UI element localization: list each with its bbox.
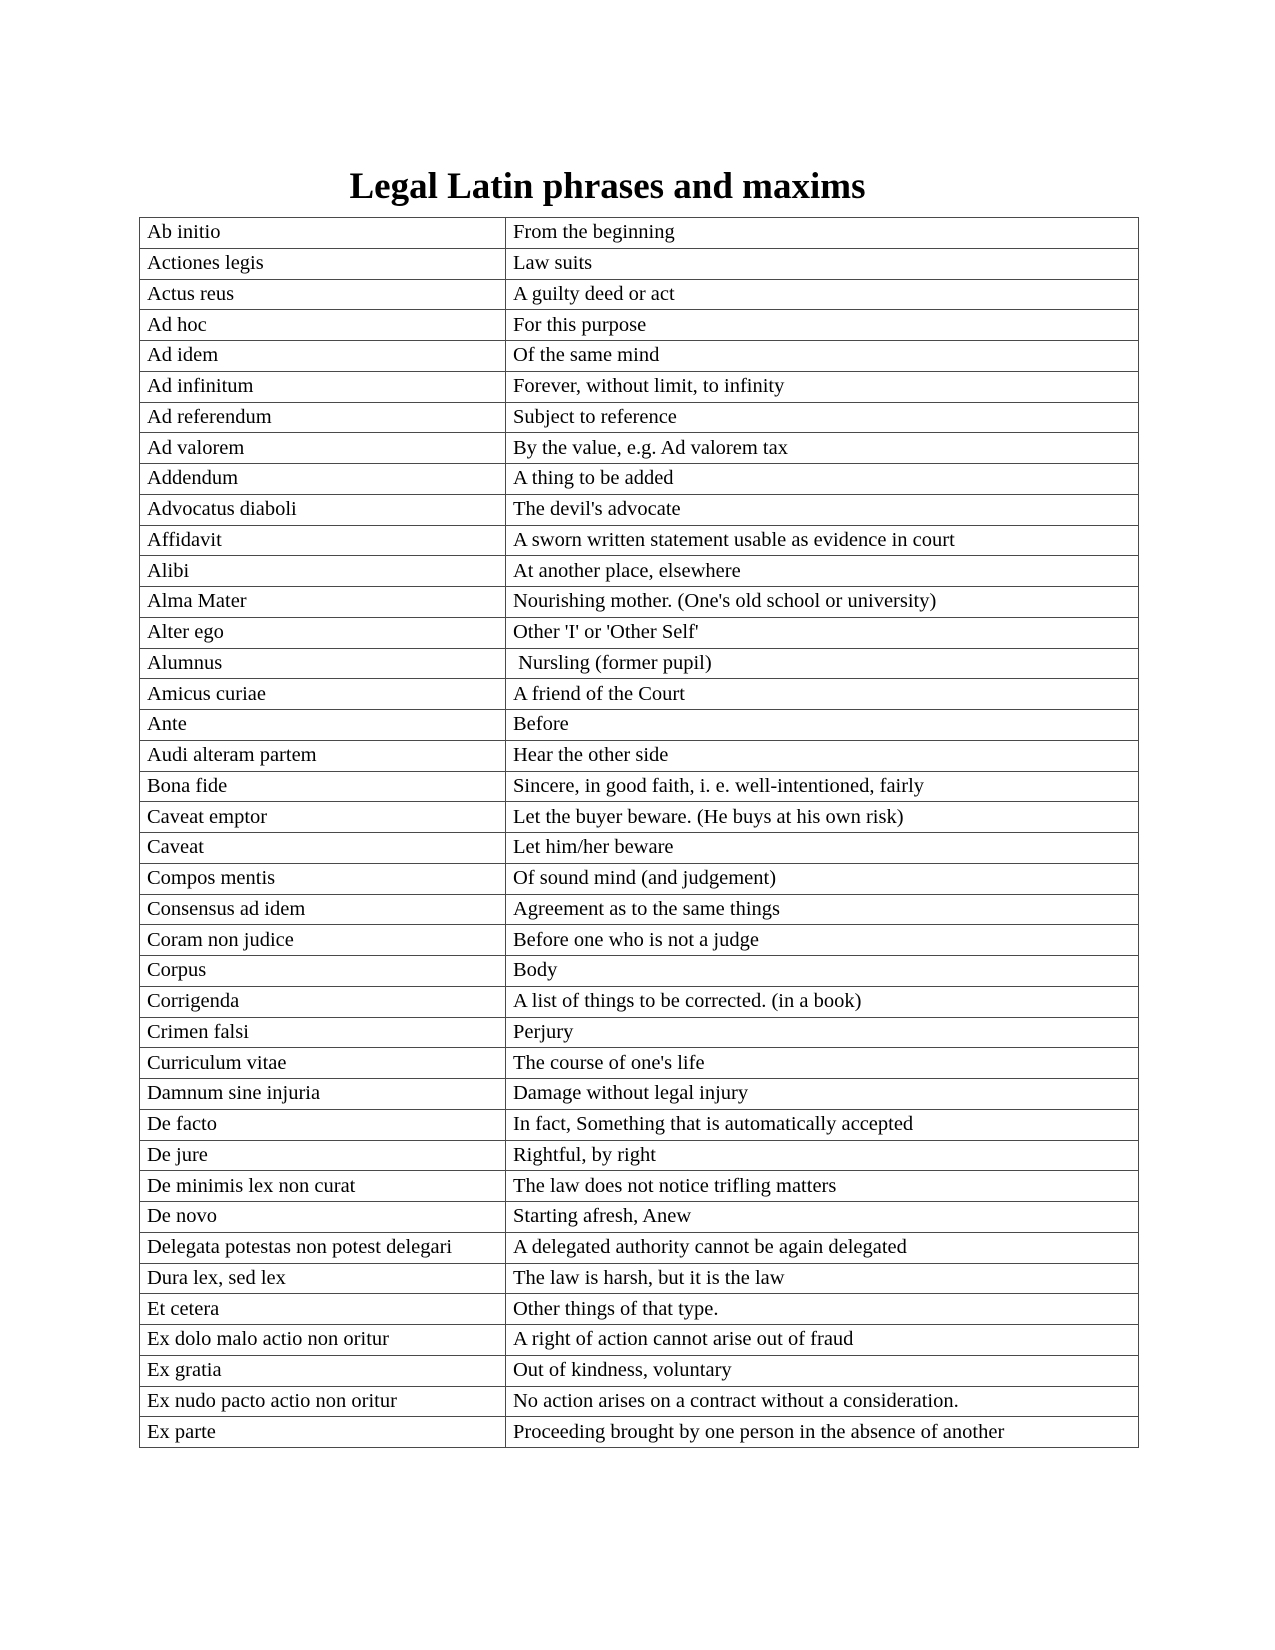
table-row	[140, 1325, 1139, 1356]
latin-term-cell: Damnum sine injuria	[140, 1079, 506, 1110]
latin-term-cell: Corpus	[140, 956, 506, 987]
latin-term-cell: Et cetera	[140, 1294, 506, 1325]
latin-term-cell: Addendum	[140, 464, 506, 495]
latin-term-cell: Delegata potestas non potest delegari	[140, 1232, 506, 1263]
meaning-cell: The law does not notice trifling matters	[506, 1171, 1139, 1202]
table-body	[140, 218, 1139, 1448]
latin-term-cell: De novo	[140, 1202, 506, 1233]
latin-term-cell: Actiones legis	[140, 248, 506, 279]
latin-term-cell: Curriculum vitae	[140, 1048, 506, 1079]
latin-term-cell: Alumnus	[140, 648, 506, 679]
latin-term-cell: Caveat	[140, 833, 506, 864]
table-row	[140, 279, 1139, 310]
table-row	[140, 1386, 1139, 1417]
latin-phrases-table	[139, 217, 1139, 1448]
meaning-cell: Rightful, by right	[506, 1140, 1139, 1171]
latin-term-cell: Coram non judice	[140, 925, 506, 956]
meaning-cell: Of sound mind (and judgement)	[506, 863, 1139, 894]
table-row	[140, 771, 1139, 802]
table-row	[140, 464, 1139, 495]
meaning-cell: Forever, without limit, to infinity	[506, 371, 1139, 402]
latin-term-cell: Ex parte	[140, 1417, 506, 1448]
table-row	[140, 802, 1139, 833]
latin-term-cell: Ad idem	[140, 341, 506, 372]
meaning-cell: The devil's advocate	[506, 494, 1139, 525]
table-row	[140, 679, 1139, 710]
meaning-cell: Out of kindness, voluntary	[506, 1355, 1139, 1386]
table-row	[140, 371, 1139, 402]
meaning-cell: Perjury	[506, 1017, 1139, 1048]
meaning-cell: Agreement as to the same things	[506, 894, 1139, 925]
meaning-cell: From the beginning	[506, 218, 1139, 249]
table-row	[140, 433, 1139, 464]
meaning-cell: A guilty deed or act	[506, 279, 1139, 310]
table-row	[140, 494, 1139, 525]
latin-term-cell: Crimen falsi	[140, 1017, 506, 1048]
page-title: Legal Latin phrases and maxims	[349, 165, 866, 207]
meaning-cell: Other things of that type.	[506, 1294, 1139, 1325]
latin-term-cell: De minimis lex non curat	[140, 1171, 506, 1202]
meaning-cell: Law suits	[506, 248, 1139, 279]
latin-term-cell: Consensus ad idem	[140, 894, 506, 925]
latin-term-cell: Ad infinitum	[140, 371, 506, 402]
table-row	[140, 925, 1139, 956]
latin-term-cell: Actus reus	[140, 279, 506, 310]
meaning-cell: Proceeding brought by one person in the absence of another	[506, 1417, 1139, 1448]
latin-term-cell: Corrigenda	[140, 986, 506, 1017]
table-row	[140, 648, 1139, 679]
meaning-cell: A sworn written statement usable as evidence in court	[506, 525, 1139, 556]
latin-term-cell: Ad referendum	[140, 402, 506, 433]
table-row	[140, 740, 1139, 771]
table-row	[140, 1140, 1139, 1171]
table-row	[140, 1294, 1139, 1325]
table-row	[140, 1232, 1139, 1263]
latin-term-cell: Affidavit	[140, 525, 506, 556]
table-row	[140, 710, 1139, 741]
meaning-cell: No action arises on a contract without a consideration.	[506, 1386, 1139, 1417]
table-row	[140, 525, 1139, 556]
table-row	[140, 833, 1139, 864]
table-row	[140, 1048, 1139, 1079]
latin-term-cell: Caveat emptor	[140, 802, 506, 833]
table-row	[140, 587, 1139, 618]
table-row	[140, 341, 1139, 372]
latin-term-cell: Compos mentis	[140, 863, 506, 894]
meaning-cell: Nursling (former pupil)	[506, 648, 1139, 679]
latin-term-cell: Dura lex, sed lex	[140, 1263, 506, 1294]
meaning-cell: A delegated authority cannot be again delegated	[506, 1232, 1139, 1263]
latin-term-cell: Bona fide	[140, 771, 506, 802]
meaning-cell: For this purpose	[506, 310, 1139, 341]
latin-term-cell: Ante	[140, 710, 506, 741]
table-row	[140, 617, 1139, 648]
table-row	[140, 1202, 1139, 1233]
meaning-cell: Let the buyer beware. (He buys at his own risk)	[506, 802, 1139, 833]
table-row	[140, 1017, 1139, 1048]
latin-term-cell: Audi alteram partem	[140, 740, 506, 771]
meaning-cell: Damage without legal injury	[506, 1079, 1139, 1110]
meaning-cell: A right of action cannot arise out of fraud	[506, 1325, 1139, 1356]
meaning-cell: The course of one's life	[506, 1048, 1139, 1079]
meaning-cell: Other 'I' or 'Other Self'	[506, 617, 1139, 648]
meaning-cell: Nourishing mother. (One's old school or university)	[506, 587, 1139, 618]
table-row	[140, 218, 1139, 249]
meaning-cell: At another place, elsewhere	[506, 556, 1139, 587]
table-row	[140, 1109, 1139, 1140]
latin-term-cell: Ad hoc	[140, 310, 506, 341]
meaning-cell: Of the same mind	[506, 341, 1139, 372]
latin-term-cell: Ex gratia	[140, 1355, 506, 1386]
latin-term-cell: De facto	[140, 1109, 506, 1140]
latin-term-cell: Ab initio	[140, 218, 506, 249]
table-row	[140, 894, 1139, 925]
meaning-cell: By the value, e.g. Ad valorem tax	[506, 433, 1139, 464]
meaning-cell: Hear the other side	[506, 740, 1139, 771]
meaning-cell: Body	[506, 956, 1139, 987]
meaning-cell: The law is harsh, but it is the law	[506, 1263, 1139, 1294]
meaning-cell: Sincere, in good faith, i. e. well-intentioned, fairly	[506, 771, 1139, 802]
table-row	[140, 310, 1139, 341]
meaning-cell: Before	[506, 710, 1139, 741]
meaning-cell: Let him/her beware	[506, 833, 1139, 864]
table-row	[140, 1079, 1139, 1110]
table-row	[140, 986, 1139, 1017]
table-row	[140, 248, 1139, 279]
latin-term-cell: Alter ego	[140, 617, 506, 648]
meaning-cell: Subject to reference	[506, 402, 1139, 433]
meaning-cell: A friend of the Court	[506, 679, 1139, 710]
table-row	[140, 402, 1139, 433]
latin-term-cell: Ad valorem	[140, 433, 506, 464]
latin-term-cell: Alma Mater	[140, 587, 506, 618]
table-row	[140, 1355, 1139, 1386]
latin-term-cell: Amicus curiae	[140, 679, 506, 710]
latin-term-cell: Advocatus diaboli	[140, 494, 506, 525]
table-row	[140, 956, 1139, 987]
meaning-cell: Before one who is not a judge	[506, 925, 1139, 956]
meaning-cell: A thing to be added	[506, 464, 1139, 495]
latin-term-cell: De jure	[140, 1140, 506, 1171]
table-row	[140, 556, 1139, 587]
table-row	[140, 863, 1139, 894]
latin-term-cell: Alibi	[140, 556, 506, 587]
meaning-cell: A list of things to be corrected. (in a book)	[506, 986, 1139, 1017]
latin-term-cell: Ex nudo pacto actio non oritur	[140, 1386, 506, 1417]
latin-term-cell: Ex dolo malo actio non oritur	[140, 1325, 506, 1356]
meaning-cell: In fact, Something that is automatically accepted	[506, 1109, 1139, 1140]
table-row	[140, 1263, 1139, 1294]
table-row	[140, 1417, 1139, 1448]
table-row	[140, 1171, 1139, 1202]
meaning-cell: Starting afresh, Anew	[506, 1202, 1139, 1233]
